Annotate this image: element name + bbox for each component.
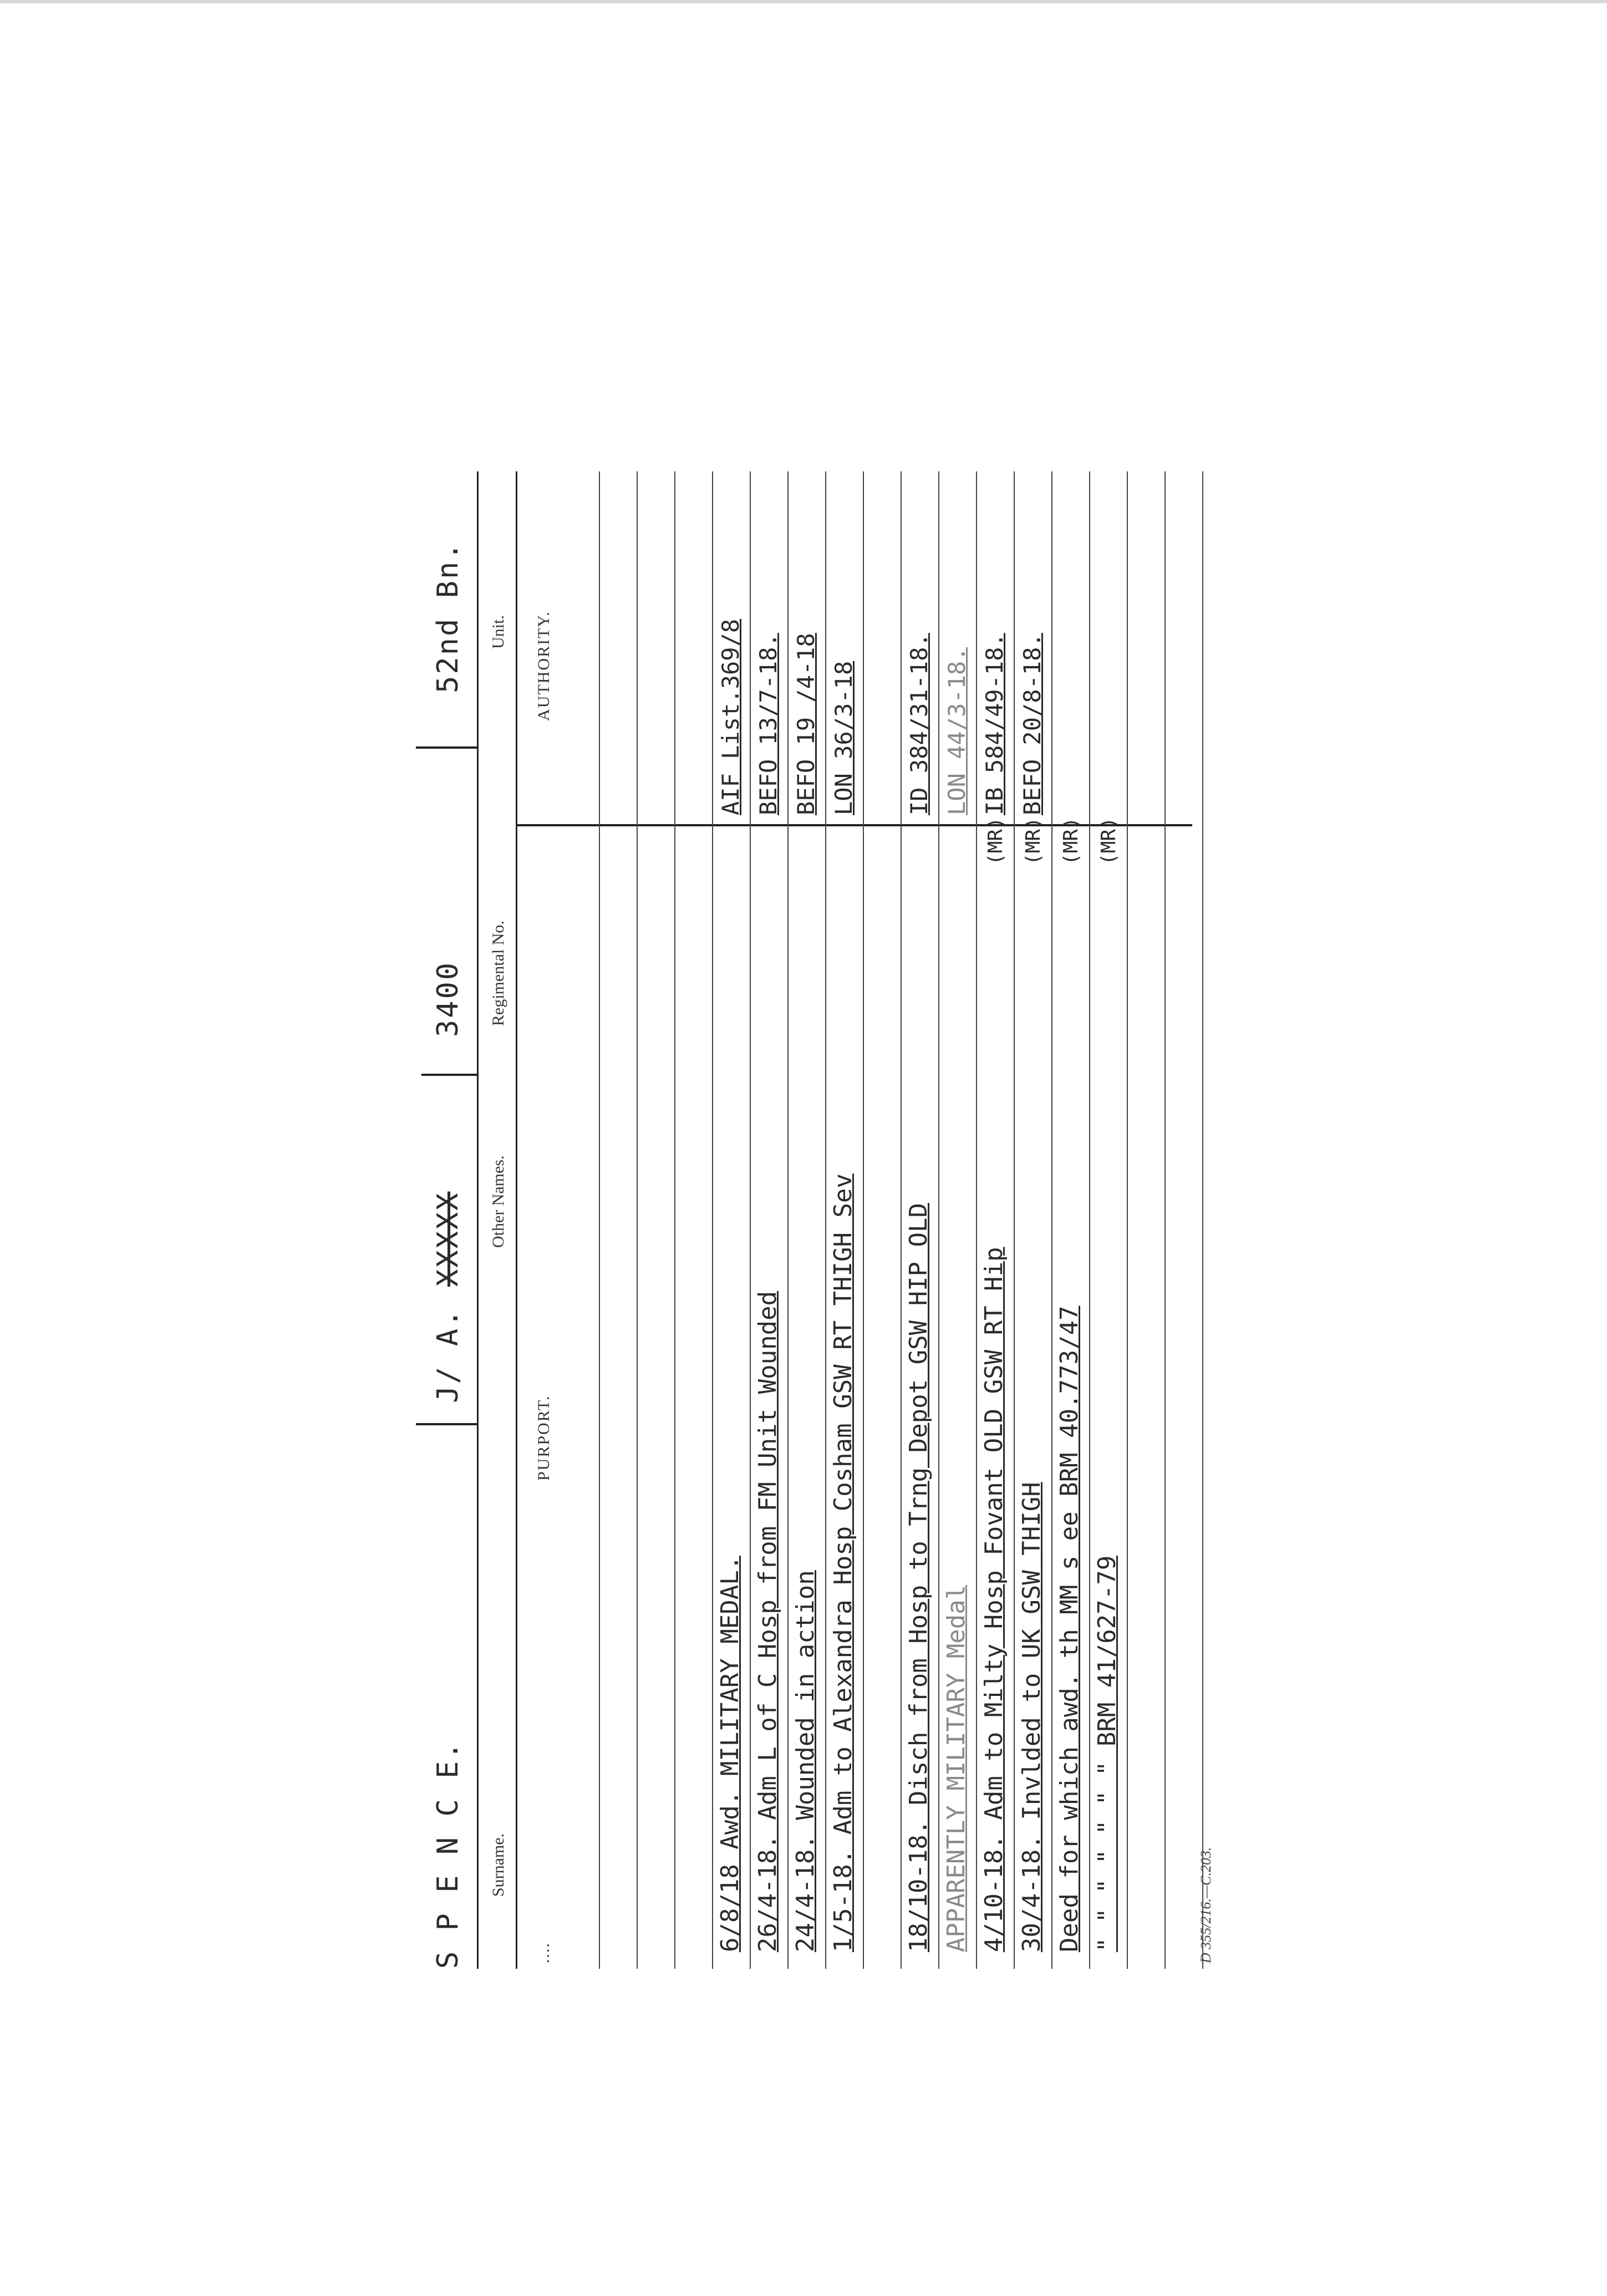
entry-purport: 30/4-18. Invlded to UK GSW THIGH — [1018, 1482, 1046, 1952]
entry-row — [637, 471, 675, 1969]
other-names-crossed: XXXXX — [431, 1191, 465, 1287]
entry-row — [1164, 471, 1203, 1969]
authority-heading: AUTHORITY. — [535, 611, 553, 721]
entry-purport: " " " " " " " BRM 41/627-79 — [1093, 1555, 1121, 1952]
header-divider-3 — [416, 746, 478, 749]
blank-mark: .... — [535, 1942, 553, 1963]
other-names-label: Other Names. — [489, 1155, 507, 1248]
entry-row — [1089, 471, 1128, 1969]
entry-mark: (MR) — [984, 817, 1007, 865]
entry-authority: BEFO 19 /4-18 — [792, 633, 820, 815]
entry-row — [938, 471, 977, 1969]
entry-purport: 1/5-18. Adm to Alexandra Hosp Cosham GSW RT THIGH Sev — [829, 1174, 857, 1952]
entry-row — [825, 471, 864, 1969]
entry-row — [599, 471, 638, 1969]
surname-label: Surname. — [489, 1833, 507, 1897]
regimental-no-label: Regimental No. — [489, 921, 507, 1026]
entry-authority: LON 36/3-18 — [830, 661, 857, 815]
entry-row — [1051, 471, 1090, 1969]
scan-edge — [0, 0, 1607, 3]
entry-authority: ID 384/31-18. — [906, 633, 933, 815]
entry-row — [863, 471, 902, 1969]
entry-row — [750, 471, 789, 1969]
entry-purport: Deed for which awd. th MM s ee BRM 40.773/47 — [1055, 1306, 1084, 1952]
entry-purport: 26/4-18. Adm L of C Hosp from FM Unit Wounded — [754, 1291, 782, 1952]
header-divider-1 — [416, 1423, 478, 1425]
regimental-no-value: 3400 — [431, 961, 465, 1037]
entry-authority: BEFO 20/8-18. — [1019, 633, 1046, 815]
entry-purport: APPARENTLY MILITARY Medal — [942, 1584, 970, 1952]
entry-row — [712, 471, 751, 1969]
form-number: D 355/216.—C.203. — [1198, 1847, 1214, 1963]
entry-purport: 6/8/18 Awd. MILITARY MEDAL. — [716, 1555, 744, 1952]
entry-mark: (MR) — [1097, 817, 1120, 865]
entry-mark: (MR) — [1022, 817, 1045, 865]
entry-row — [901, 471, 939, 1969]
entry-row — [787, 471, 826, 1969]
entry-row — [1014, 471, 1052, 1969]
unit-label: Unit. — [489, 615, 507, 649]
entry-mark: (MR) — [1060, 817, 1082, 865]
header-divider-2 — [421, 1074, 477, 1076]
surname-value: S P E N C E. — [431, 1740, 465, 1969]
entry-authority: AIF List.369/8 — [717, 618, 744, 815]
other-names-value: J/ A. — [431, 1308, 465, 1403]
entry-authority: BEFO 13/7-18. — [755, 633, 782, 815]
entry-authority: LON 44/3-18. — [943, 647, 970, 815]
record-card — [416, 471, 1237, 1969]
entry-row — [1127, 471, 1166, 1969]
purport-heading: PURPORT. — [535, 1395, 553, 1481]
entry-authority: IB 584/49-18. — [981, 633, 1008, 815]
header-underline — [477, 471, 479, 1969]
entry-row — [976, 471, 1015, 1969]
entry-purport: 24/4-18. Wounded in action — [791, 1570, 820, 1952]
entry-row — [674, 471, 713, 1969]
entry-row — [561, 471, 600, 1969]
caption-underline — [516, 471, 517, 1969]
entry-purport: 18/10-18. Disch from Hosp to Trng Depot GSW HIP OLD — [904, 1202, 933, 1952]
unit-value: 52nd Bn. — [431, 541, 465, 693]
entry-purport: 4/10-18. Adm to Milty Hosp Fovant OLD GSW RT Hip — [980, 1247, 1008, 1952]
